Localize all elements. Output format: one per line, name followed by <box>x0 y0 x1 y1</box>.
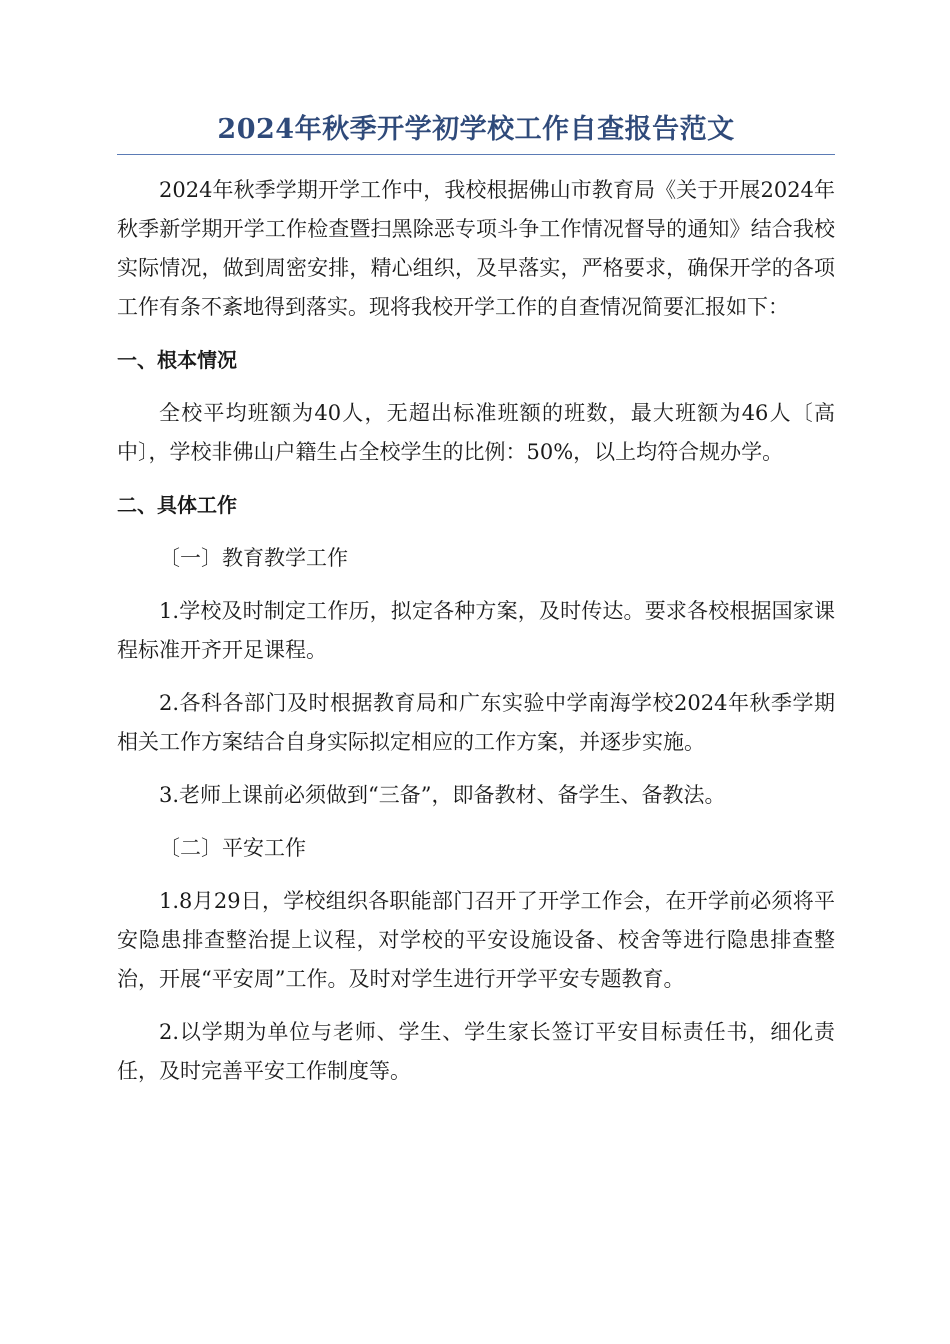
document-title: 2024年秋季开学初学校工作自查报告范文 <box>217 114 735 145</box>
title-underline <box>117 154 835 155</box>
spacer <box>117 327 835 341</box>
spacer <box>117 472 835 486</box>
spacer <box>117 999 835 1013</box>
list-item: 1.学校及时制定工作历，拟定各种方案，及时传达。要求各校根据国家课程标准开齐开足课程。 <box>117 599 835 662</box>
spacer <box>117 380 835 394</box>
spacer <box>117 868 835 882</box>
list-item: 1.8月29日，学校组织各职能部门召开了开学工作会，在开学前必须将平安隐患排查整治提上议程，对学校的平安设施设备、校舍等进行隐患排查整治，开展“平安周”工作。及时对学生进行开学平安专题教育。 <box>117 889 835 991</box>
spacer <box>117 762 835 776</box>
subsection-heading-teaching: 〔一〕教育教学工作 <box>159 546 348 570</box>
document-page <box>117 110 835 1091</box>
list-item: 3.老师上课前必须做到“三备”，即备教材、备学生、备教法。 <box>159 783 726 807</box>
section-heading-basic: 一、根本情况 <box>117 348 237 372</box>
spacer <box>117 578 835 592</box>
spacer <box>117 815 835 829</box>
section-basic-paragraph: 全校平均班额为40人，无超出标准班额的班数，最大班额为46人〔高中〕，学校非佛山户籍生占全校学生的比例：50%，以上均符合规办学。 <box>117 401 835 464</box>
spacer <box>117 670 835 684</box>
subsection-heading-safety: 〔二〕平安工作 <box>159 836 306 860</box>
list-item: 2.各科各部门及时根据教育局和广东实验中学南海学校2024年秋季学期相关工作方案结合自身实际拟定相应的工作方案，并逐步实施。 <box>117 691 835 754</box>
section-heading-work: 二、具体工作 <box>117 493 237 517</box>
spacer <box>117 525 835 539</box>
intro-paragraph: 2024年秋季学期开学工作中，我校根据佛山市教育局《关于开展2024年秋季新学期开学工作检查暨扫黑除恶专项斗争工作情况督导的通知》结合我校实际情况，做到周密安排，精心组织，及早落实，严格要求，确保开学的各项工作有条不紊地得到落实。现将我校开学工作的自查情况简要汇报如下： <box>117 178 835 319</box>
list-item: 2.以学期为单位与老师、学生、学生家长签订平安目标责任书，细化责任，及时完善平安工作制度等。 <box>117 1020 835 1083</box>
